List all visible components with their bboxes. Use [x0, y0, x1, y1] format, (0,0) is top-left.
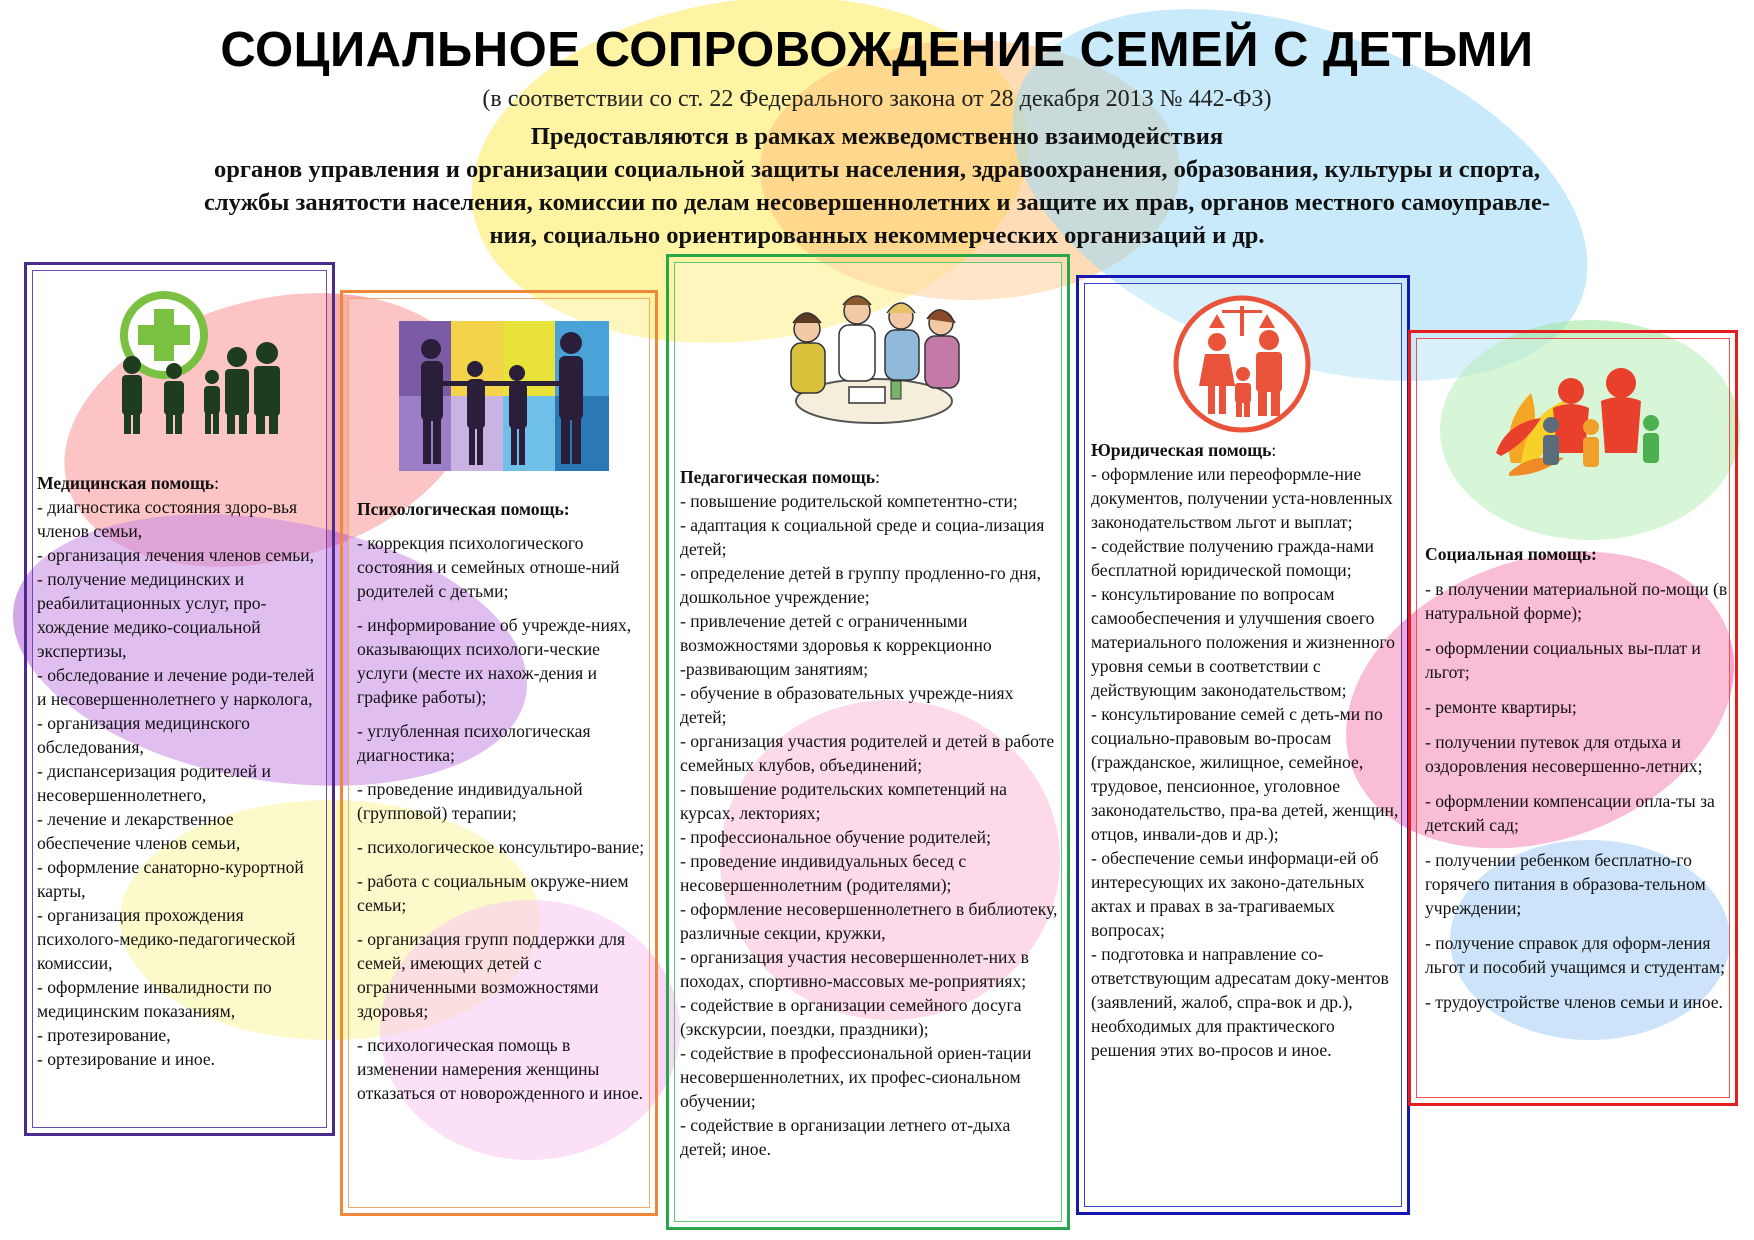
list-item: - повышение родительской компетентно-сти;	[680, 491, 1018, 511]
list-item: - определение детей в группу продленно-го дня, дошкольное учреждение;	[680, 563, 1041, 607]
pedagogical-heading: Педагогическая помощь:	[680, 467, 880, 487]
intro-line: ния, социально ориентированных некоммерческих организаций и др.	[489, 222, 1265, 249]
list-item: - подготовка и направление со-ответствующим адресатам доку-ментов (заявлений, жалоб, спра-вок и др.), необходимых для практического решения этих во-просов и иное.	[1091, 944, 1389, 1060]
medical-heading: Медицинская помощь:	[37, 473, 219, 493]
list-item: - в получении материальной по-мощи (в натуральной форме);	[1425, 579, 1728, 623]
puzzle-people-silhouettes-icon	[399, 321, 609, 471]
list-item: - организация прохождения психолого-медико-педагогической комиссии,	[37, 905, 296, 973]
list-item: - ремонте квартиры;	[1425, 697, 1577, 717]
list-item: - коррекция психологического состояния и семейных отноше-ний родителей с детьми;	[357, 533, 620, 601]
list-item: - получении ребенком бесплатно-го горячего питания в образова-тельном учреждении;	[1425, 850, 1706, 918]
list-item: - оформление инвалидности по медицинским показаниям,	[37, 977, 272, 1021]
intro-line: Предоставляются в рамках межведомственно взаимодействия	[530, 123, 1224, 150]
psychological-help-text	[357, 487, 651, 1105]
page-subtitle: (в соответствии со ст. 22 Федерального закона от 28 декабря 2013 № 442-ФЗ)	[482, 86, 1272, 112]
intro-line: службы занятости населения, комиссии по делам несовершеннолетних и защите их прав, органов местного самоуправле-	[204, 189, 1550, 216]
list-item: - работа с социальным окруже-нием семьи;	[357, 871, 629, 915]
list-item: - содействие в организации летнего от-дыха детей; иное.	[680, 1115, 1011, 1159]
social-heading: Социальная помощь:	[1425, 544, 1597, 564]
list-item: - организация участия несовершеннолет-них в походах, спортивно-массовых ме-роприятиях;	[680, 947, 1029, 991]
psychological-heading: Психологическая помощь:	[357, 499, 570, 519]
list-item: - содействие в организации семейного досуга (экскурсии, поездки, праздники);	[680, 995, 1022, 1039]
psychological-help-panel	[340, 290, 658, 1216]
list-item: - получение справок для оформ-ления льгот и пособий учащимся и студентам;	[1425, 933, 1726, 977]
list-item: - проведение индивидуальной (групповой) терапии;	[357, 779, 583, 823]
list-item: - оформлении социальных вы-плат и льгот;	[1425, 638, 1701, 682]
list-item: - адаптация к социальной среде и социа-лизация детей;	[680, 515, 1045, 559]
list-item: - организация лечения членов семьи,	[37, 545, 315, 565]
list-item: - обследование и лечение роди-телей и несовершеннолетнего у нарколога,	[37, 665, 315, 709]
list-item: - трудоустройстве членов семьи и иное.	[1425, 992, 1723, 1012]
social-help-text	[1425, 531, 1730, 1014]
intro-text	[40, 120, 1714, 252]
list-item: - протезирование,	[37, 1025, 171, 1045]
list-item: - содействие получению гражда-нами бесплатной юридической помощи;	[1091, 536, 1374, 580]
list-item: - организация участия родителей и детей в работе семейных клубов, объединений;	[680, 731, 1055, 775]
list-item: - диспансеризация родителей и несовершеннолетнего,	[37, 761, 271, 805]
list-item: - оформление санаторно-курортной карты,	[37, 857, 304, 901]
list-item: - углубленная психологическая диагностика;	[357, 721, 591, 765]
intro-line: органов управления и организации социальной защиты населения, здравоохранения, образования, культуры и спорта,	[213, 156, 1541, 183]
list-item: - психологическая помощь в изменении намерения женщины отказаться от новорожденного и иное.	[357, 1035, 644, 1103]
list-item: - оформление несовершеннолетнего в библиотеку, различные секции, кружки,	[680, 899, 1058, 943]
list-item: - профессиональное обучение родителей;	[680, 827, 991, 847]
page-title: СОЦИАЛЬНОЕ СОПРОВОЖДЕНИЕ СЕМЕЙ С ДЕТЬМИ	[220, 23, 1534, 77]
juridical-help-panel	[1076, 275, 1410, 1215]
list-item: - ортезирование и иное.	[37, 1049, 216, 1069]
family-medical-cross-icon	[112, 287, 287, 437]
list-item: - привлечение детей с ограниченными возможностями здоровья к коррекционно -развивающим занятиям;	[680, 611, 992, 679]
list-item: - лечение и лекарственное обеспечение членов семьи,	[37, 809, 241, 853]
pedagogical-help-text	[680, 465, 1060, 1161]
pedagogical-help-panel	[666, 254, 1070, 1230]
list-item: - диагностика состояния здоро-вья членов семьи,	[37, 497, 298, 541]
list-item: - оформление или переоформле-ние документов, получении уста-новленных законодательством льгот и выплат;	[1091, 464, 1393, 532]
list-item: - консультирование по вопросам самообеспечения и улучшения своего материального положения и жизненного уровня семьи в соответствии с действующим законодательством;	[1091, 584, 1395, 700]
list-item: - получении путевок для отдыха и оздоровления несовершенно-летних;	[1425, 732, 1703, 776]
list-item: - оформлении компенсации опла-ты за детский сад;	[1425, 791, 1715, 835]
list-item: - психологическое консультиро-вание;	[357, 837, 645, 857]
people-at-table-icon	[779, 283, 969, 433]
list-item: - организация групп поддержки для семей, имеющих детей с ограниченными возможностями здоровья;	[357, 929, 626, 1021]
list-item: - обучение в образовательных учрежде-ниях детей;	[680, 683, 1014, 727]
list-item: - консультирование семей с деть-ми по социально-правовым во-просам (гражданское, жилищное, семейное, трудовое, пенсионное, уголовное законодательство, пра-ва детей, женщин, отцов, инвали-дов и др.);	[1091, 704, 1399, 844]
list-item: - получение медицинских и реабилитационных услуг, про-хождение медико-социальной экспертизы,	[37, 569, 267, 661]
family-sun-icon	[1491, 353, 1671, 483]
list-item: - содействие в профессиональной ориен-тации несовершеннолетних, их профес-сиональном обучении;	[680, 1043, 1032, 1111]
juridical-heading: Юридическая помощь:	[1091, 440, 1277, 460]
list-item: - организация медицинского обследования,	[37, 713, 250, 757]
list-item: - повышение родительских компетенций на курсах, лекториях;	[680, 779, 1007, 823]
social-help-panel	[1408, 330, 1738, 1106]
list-item: - информирование об учрежде-ниях, оказывающих психологи-ческие услуги (месте их нахож-дения и графике работы);	[357, 615, 632, 707]
juridical-help-text	[1091, 438, 1401, 1062]
medical-help-text	[37, 471, 327, 1071]
medical-help-panel	[24, 262, 335, 1136]
family-scales-of-justice-icon	[1167, 294, 1317, 434]
list-item: - обеспечение семьи информаци-ей об интересующих их законо-дательных актах и правах в за-трагиваемых вопросах;	[1091, 848, 1379, 940]
list-item: - проведение индивидуальных бесед с несовершеннолетним (родителями);	[680, 851, 967, 895]
